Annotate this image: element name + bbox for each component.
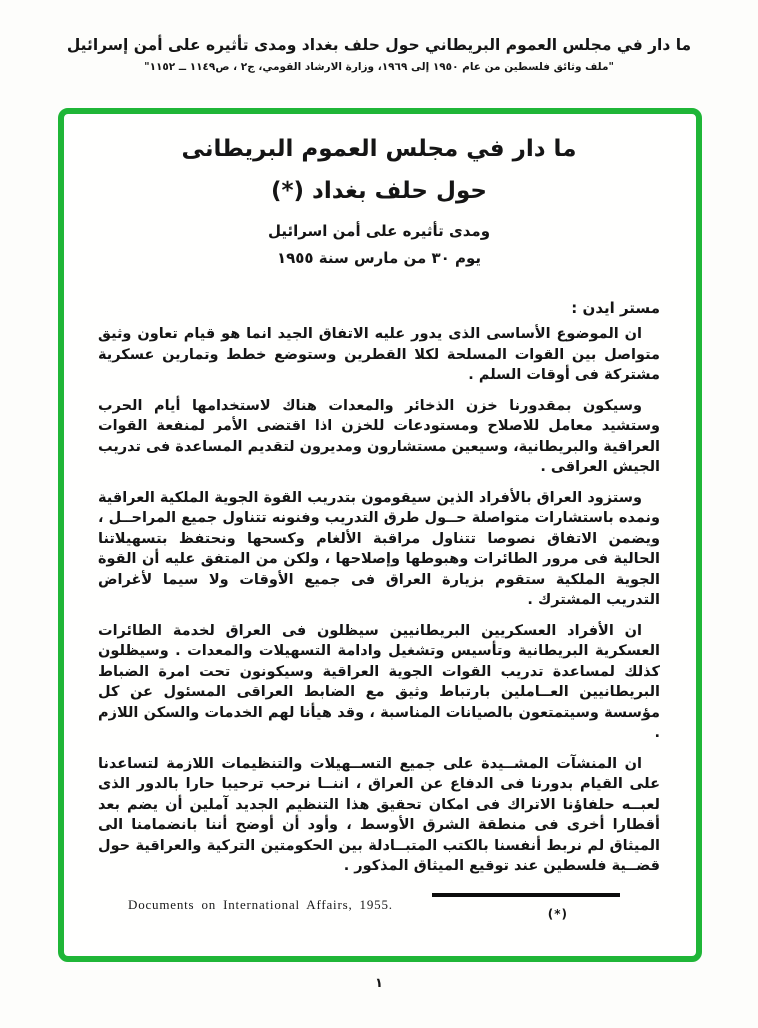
document-title-block bbox=[98, 134, 660, 267]
page-header bbox=[0, 36, 758, 73]
footnote-area bbox=[98, 891, 660, 935]
footnote-separator-rule bbox=[432, 893, 620, 897]
doc-subtitle-line1: ومدى تأثيره على أمن اسرائيل bbox=[267, 222, 491, 240]
doc-subtitle-date: يوم ٣٠ من مارس سنة ١٩٥٥ bbox=[276, 249, 482, 267]
document-frame bbox=[58, 108, 702, 962]
doc-title-line2: حول حلف بغداد (*) bbox=[271, 178, 487, 204]
footnote-reference: Documents on International Affairs, 1955. bbox=[128, 896, 393, 912]
footnote-marker: (*) bbox=[547, 906, 568, 921]
body-paragraph: ان الأفراد العسكريين البريطانيين سيظلون فى العراق لخدمة الطائرات العسكرية البريطانية وتأسيس وتشغيل وادامة التسهيلات والمعدات . وسيظلون كذلك لمساعدة تدريب القوات الجوية العراقية وسيكونون تحت امرة الضباط البريطانيين العــاملين بارتباط وثيق مع الضابط العراقى المسئول عن كل مؤسسة وسيتمتعون بالصيانات المناسبة ، وقد هيأنا لهم الخدمات والسكن اللازم . bbox=[98, 622, 660, 741]
speaker-name: مستر ايدن : bbox=[571, 299, 660, 317]
header-title: ما دار في مجلس العموم البريطاني حول حلف بغداد ومدى تأثيره على أمن إسرائيل bbox=[66, 36, 692, 54]
body-paragraph: وستزود العراق بالأفراد الذين سيقومون بتدريب القوة الجوية الملكية العراقية ونمده باستشارات متواصلة حــول طرق التدريب وفنونه تتناول جميع المراحــل ، ويضمن الاتفاق نصوصا تتناول مراقبة الألغام وكسحها ونحتفظ بتسهيلاتنا الحالية فى مرور الطائرات وهبوطها وإصلاحها ، ولكن من المتفق عليه أن القوة الجوية الملكية ستقوم بزيارة العراق فى جميع الأوقات ولا سيما لأغراض التدريب المشترك . bbox=[98, 489, 660, 608]
doc-title-line1: ما دار في مجلس العموم البريطانى bbox=[181, 136, 577, 162]
body-paragraph: وسيكون بمقدورنا خزن الذخائر والمعدات هناك لاستخدامها أيام الحرب وستشيد معامل للاصلاح ومستودعات للخزن اذا اقتضى الأمر لمنفعة القوات العراقية والبريطانية، وسيعين مستشارون ومديرون لتقديم المساعدة فى تدريب الجيش العراقى . bbox=[98, 397, 660, 475]
header-source-citation: "ملف وثائق فلسطين من عام ١٩٥٠ إلى ١٩٦٩، وزارة الارشاد القومي، ج٢ ، ص١١٤٩ ــ ١١٥٢" bbox=[144, 61, 614, 73]
body-paragraph: ان الموضوع الأساسى الذى يدور عليه الاتفاق الجيد انما هو قيام تعاون وثيق متواصل بين القوات المسلحة لكلا القطرين وستوضع خطط وتمارين عسكرية مشتركة فى أوقات السلم . bbox=[98, 326, 660, 383]
page-number: ١ bbox=[375, 976, 383, 991]
body-paragraph: ان المنشآت المشــيدة على جميع التســهيلات والتنظيمات اللازمة لتساعدنا على القيام بدورنا فى الدفاع عن العراق ، اننــا نرحب ترحيبا حارا بالدور الذى لعبــه حلفاؤنا الاتراك فى امكان تحقيق هذا التنظيم الجديد آملين أن يضم بعد أقطارا أخرى فى منطقة الشرق الأوسط ، وأود أن أوضح أننا بانضمامنا الى الميثاق لم نربط أنفسنا بالكتب المتبــادلة بين الحكومتين التركية والعراقية حول قضــية فلسطين عند توقيع الميثاق المذكور . bbox=[98, 755, 660, 874]
